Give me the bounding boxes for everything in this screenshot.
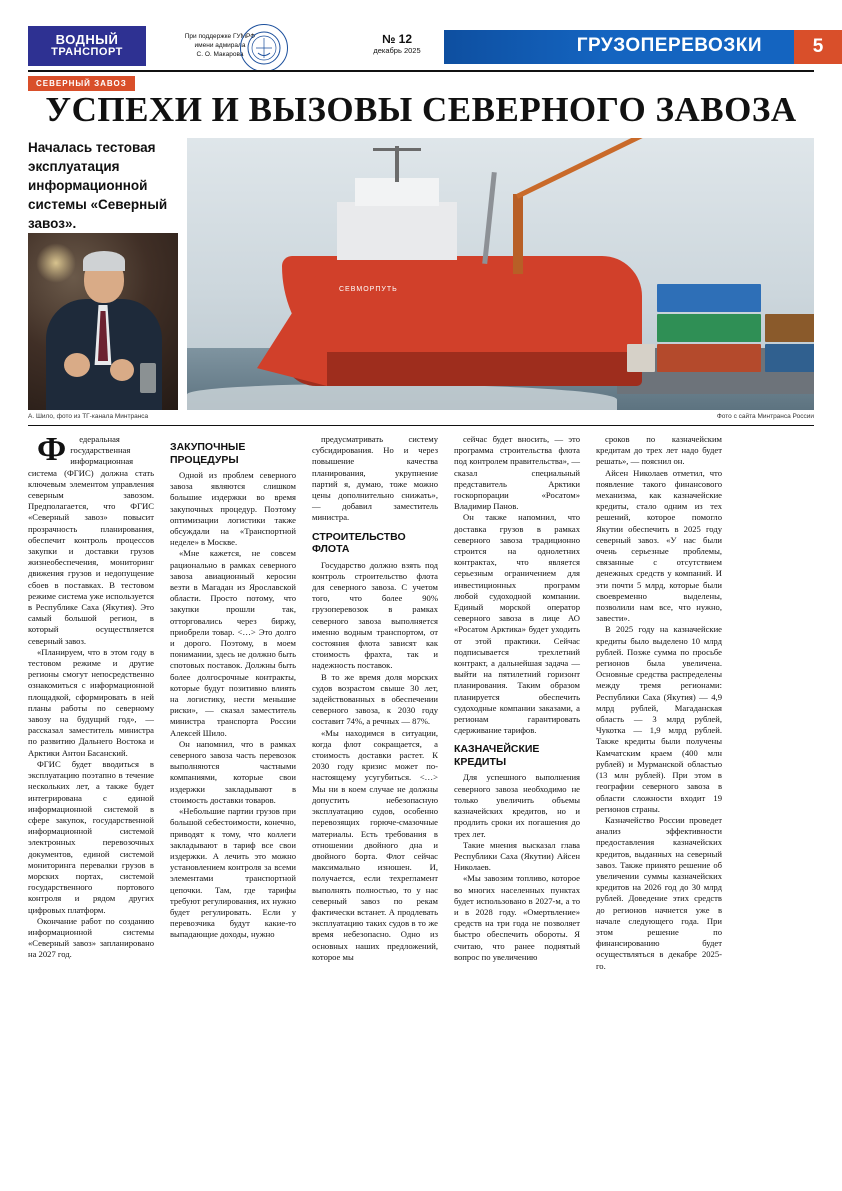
support-line-2: имени адмирала (194, 42, 246, 49)
photo-caption-right: Фото с сайта Минтранса России (716, 413, 814, 420)
paragraph: «Планируем, что в этом году в тестовом режиме и другие регионы смогут непосредственно ознакомиться с информационной площадкой, сформировать в ней планы работы по северному завозу на будущий год», — рассказал заместитель министра по развитию Дальнего Востока и Арктики Антон Басанский. (28, 646, 154, 758)
paragraph: предусматривать систему субсидирования. Но и через повышение качества планирования, укрупнение партий я, думаю, тоже можно цены дополнительно снижать», — добавил заместитель министра. (312, 434, 438, 523)
paragraph: «Мы завозим топливо, которое во многих населенных пунктах будет использовано в 2027-м, а то и в 2028 году. «Омертвление» средств на три года не позволяет быстро обеспечить обороты. Я считаю, что ранее поднятый вопрос по увеличению (454, 873, 580, 962)
paragraph: В то же время доля морских судов возрастом свыше 30 лет, задействованных в обеспечении северного завоза, к 2030 году составит 74%, а речных — 87%. (312, 671, 438, 727)
page-title: УСПЕХИ И ВЫЗОВЫ СЕВЕРНОГО ЗАВОЗА (45, 90, 797, 129)
photo-caption-left: А. Шило, фото из ТГ-канала Минтранса (28, 413, 149, 420)
rubric-badge: СЕВЕРНЫЙ ЗАВОЗ (28, 76, 135, 91)
paragraph: сроков по казначейским кредитам до трех лет надо будет решать», — пояснил он. (596, 434, 722, 467)
paragraph-text: едеральная государственная информационная система (ФГИС) должна стать ключевым элементом управления северным завозом. Предполагается, что ФГИС «Северный завоз» повысит прозрачность планирования, обеспечит контроль процессов закупки и доставки грузов жизнеобеспечения, мониторинг движения грузов и недопущение сбоев в поставках. В тестовом режиме система уже используется в Республике Саха (Якутия). Это самый большой регион, в который осуществляется северный завоз. (28, 434, 154, 646)
paragraph: «Мне кажется, не совсем рационально в рамках северного завоза авиационный керосин везти в Магадан из Ярославской области. Просто потому, что закупки прошли так, отторговались через биржу, приобрели товар. <…> Это долго и дорого. Поэтому, в моем понимании, здесь не должно быть спотовых поставок. Должны быть более долгосрочные контракты, которые будут позитивно влиять на логистику, нести меньшие риски», — сказал заместитель министра транспорта России Алексей Шило. (170, 548, 296, 738)
main-photo (187, 138, 814, 410)
article-lead: Началась тестовая эксплуатация информационной системы «Северный завоз». (28, 140, 168, 231)
paragraph: Для успешного выполнения северного завоза необходимо не только увеличить объемы казначейских кредитов, но и продлить сроки их погашения до трех лет. (454, 772, 580, 839)
paragraph (28, 431, 154, 647)
subheading-treasury-credits: КАЗНАЧЕЙСКИЕ КРЕДИТЫ (454, 743, 540, 768)
paragraph: Одной из проблем северного завоза являются слишком большие издержки во время закупочных процедур. Поэтому оптимизации логистики также обсуждали на «Транспортной неделе» в Москве. (170, 470, 296, 548)
column-5 (596, 434, 722, 1162)
newspaper-logo (28, 26, 146, 66)
column-1 (28, 431, 154, 1162)
paragraph: «Мы находимся в ситуации, когда флот сокращается, а стоимость доставки растет. К 2030 году кризис может по-настоящему усугубиться. <…> Мы ни в коем случае не должны допустить небезопасную эксплуатацию судов, особенно перевозящих горюче-смазочные материалы. Есть требования в отношении двойного дна и двойного борта. Флот сейчас максимально изношен. И, получается, если техрегламент выполнять полностью, то у нас северный завоз по рекам фактически встанет. А продлевать эксплуатацию таких судов в то же время небезопасно. Одно из основных наших предложений, которое мы (312, 727, 438, 962)
paragraph: ФГИС будет вводиться в эксплуатацию поэтапно в течение нескольких лет, а также будет интегрирована с единой информационной системой в сфере закупок, государственной информационной системой электронных перевозочных документов, единой системой мониторинга перевалки грузов в морских портах, системой государственного портового контроля и рядом других цифровых платформ. (28, 758, 154, 915)
column-3 (312, 434, 438, 1162)
issue-number: № 12 (381, 32, 413, 46)
drop-cap: Ф (37, 431, 67, 468)
paragraph: Он также напомнил, что доставка грузов в рамках северного завоза традиционно строится на однолетних контрактах, что является серьезным ограничением для инвестиционных программ любой судоходной компании. Единый морской оператор северного завоза в лице АО «Росатом Арктика» будет уходить от этой практики. Сейчас подписывается трехлетний контракт, а дальнейшая задача — выйти на пятилетний горизонт планирования. Таким образом планируется обеспечить судоходные компании заказами, а регионам гарантировать сдерживание тарифов. (454, 512, 580, 736)
masthead-divider (28, 70, 814, 72)
support-line-1: При поддержке ГУМРФ (184, 33, 256, 40)
university-emblem-icon (240, 24, 288, 72)
masthead (0, 22, 842, 74)
issue-info (352, 32, 442, 56)
section-title: ГРУЗОПЕРЕВОЗКИ (576, 35, 762, 56)
article-body (28, 431, 814, 1162)
paragraph: В 2025 году на казначейские кредиты было выделено 10 млрд рублей. Позже сумма по просьбе регионов была увеличена. Основные средства распределены между тремя регионами: Республики Саха (Якутия) — 4,9 млрд рублей, Магаданская область — 3 млрд рублей, Чукотка — 1,9 млрд рублей. Также кредиты были получены Камчатским краем (400 млн рублей) и Мурманской областью (13 млн рублей). При этом в географии северного завоза в области сложности входит 19 регионов страны. (596, 624, 722, 814)
body-divider (28, 425, 814, 426)
support-line-3: С. О. Макарова (196, 51, 244, 58)
column-2 (170, 434, 296, 1162)
subheading-procurement: ЗАКУПОЧНЫЕ ПРОЦЕДУРЫ (170, 441, 246, 466)
logo-line-1: ВОДНЫЙ (55, 32, 119, 47)
paragraph: Окончание работ по созданию информационной системы «Северный завоз» запланировано на 2027 год. (28, 915, 154, 960)
issue-date: декабрь 2025 (373, 46, 421, 55)
ship-name-label: СЕВМОРПУТЬ (339, 286, 398, 293)
logo-line-2: ТРАНСПОРТ (51, 46, 123, 58)
paragraph: Айсен Николаев отметил, что появление такого финансового механизма, как казначейские кредиты, стало одним из тех решений, которое помогло Якутии обеспечить в 2025 году северный завоз. «У нас были очень серьезные проблемы, связанные с отсутствием денежных средств у компаний. И эти почти 5 млрд, которые были своевременно выделены, позволили нам все, что нужно, завести». (596, 467, 722, 624)
paragraph: Государство должно взять под контроль строительство флота для северного завоза. С учетом того, что более 90% грузоперевозок в рамках северного завоза выполняется именно водным транспортом, от состояния флота зависят как стоимость фрахта, так и надежность поставок. (312, 559, 438, 671)
paragraph: сейчас будет вносить, — это программа строительства флота под контролем правительства», — сказал специальный представитель Арктики госкорпорации «Росатом» Владимир Панов. (454, 434, 580, 512)
page-number: 5 (794, 30, 842, 64)
subheading-fleet: СТРОИТЕЛЬСТВО ФЛОТА (312, 530, 406, 556)
paragraph: Он напомнил, что в рамках северного завоза часть перевозок выполняются частными компаниями, которые свои издержки закладывают в стоимость доставки товаров. (170, 738, 296, 805)
paragraph: Казначейство России проведет анализ эффективности предоставления казначейских кредитов, выданных на северный завоз. Также принято решение об увеличении суммы казначейских кредитов на 2026 год до 30 млрд рублей. Доведение этих средств до регионов начнется уже в начале следующего года. При этом решение по финансированию будет осуществляться в декабре 2025-го. (596, 814, 722, 971)
portrait-photo (28, 233, 178, 410)
paragraph: Такие мнения высказал глава Республики Саха (Якутии) Айсен Николаев. (454, 839, 580, 873)
column-4 (454, 434, 580, 1162)
paragraph: «Небольшие партии грузов при большой себестоимости, конечно, приводят к тому, что коллеги закладывают в тариф все свои издержки. А лечить это можно установлением контроля за всеми элементами транспортной цепочки. Там, где тарифы требуют регулирования, их нужно будет регулировать. Если у перевозчика будут какие-то выпадающие доходы, нужно (170, 806, 296, 940)
